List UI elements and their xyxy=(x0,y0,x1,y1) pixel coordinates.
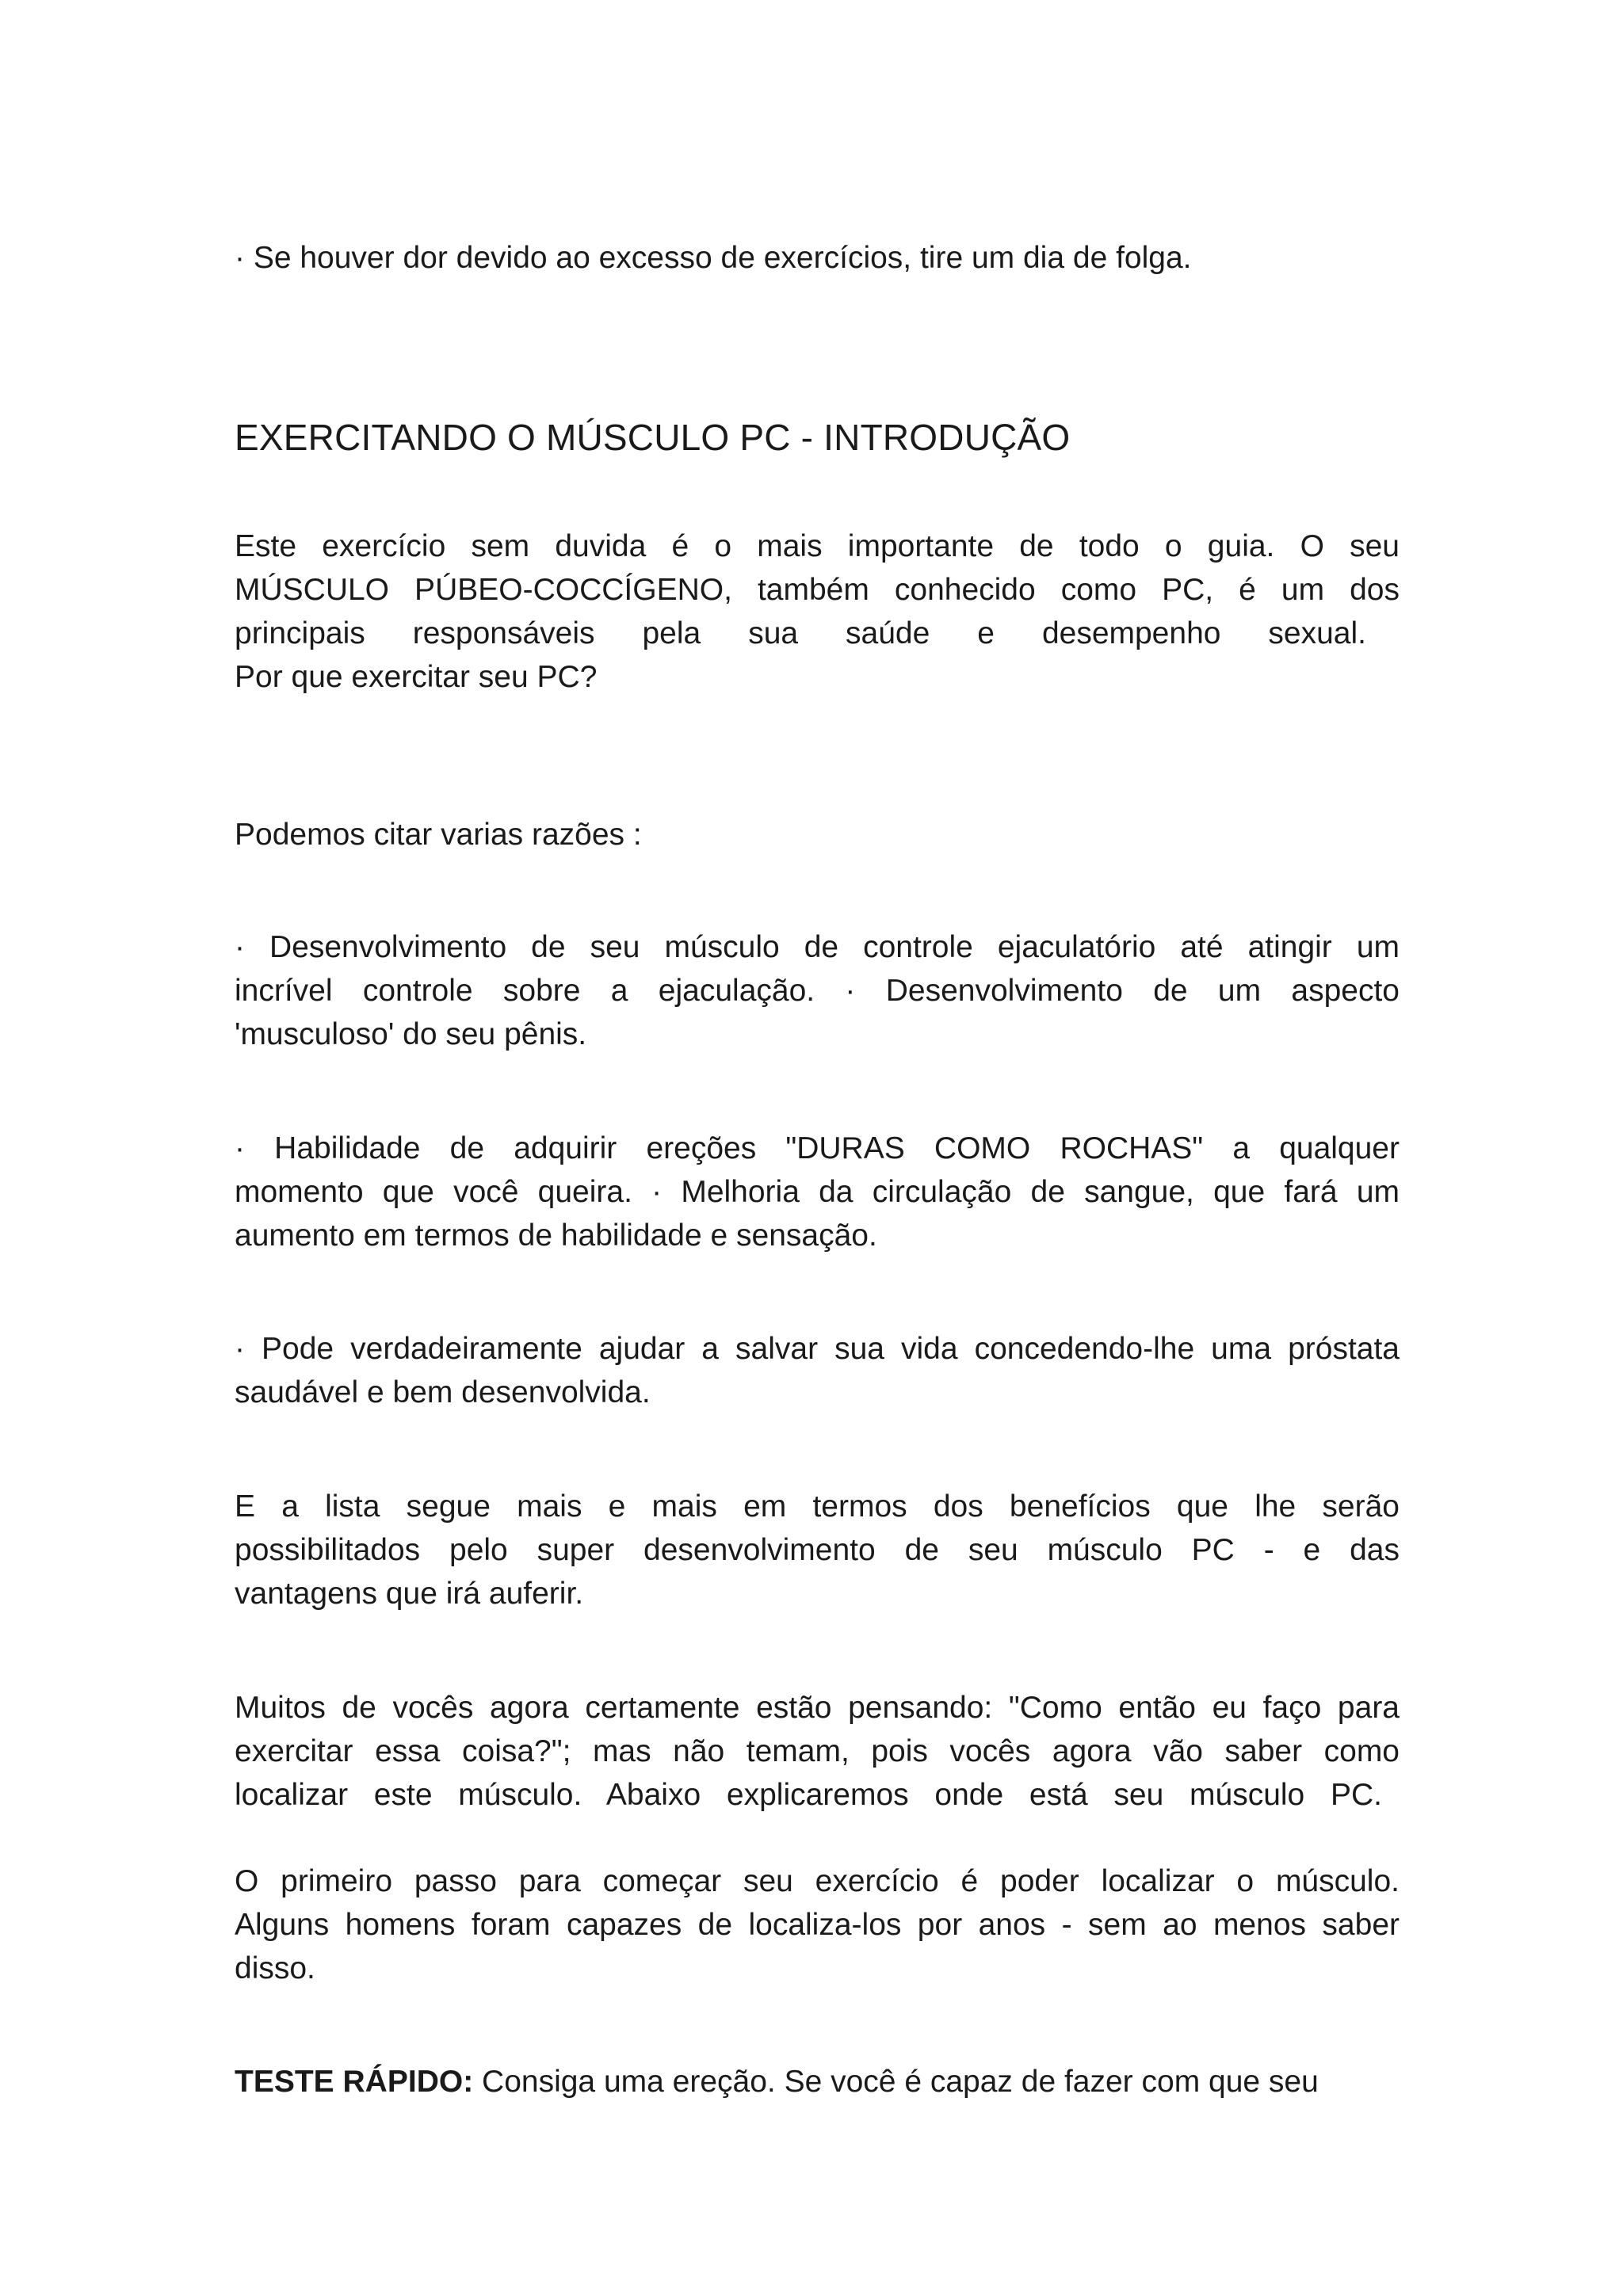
text-line: localizar este músculo. Abaixo explicaremos onde está seu músculo PC. xyxy=(235,1778,1382,1812)
text-line: · Desenvolvimento de seu músculo de controle ejaculatório até atingir um xyxy=(235,930,1400,964)
section-heading: EXERCITANDO O MÚSCULO PC - INTRODUÇÃO xyxy=(235,417,1071,458)
text-line: Por que exercitar seu PC? xyxy=(235,660,598,694)
paragraph-benefit-prostate xyxy=(235,1327,1400,1414)
quick-test-label: TESTE RÁPIDO: xyxy=(235,2065,474,2099)
text-line: · Habilidade de adquirir ereções "DURAS COMO ROCHAS" a qualquer xyxy=(235,1131,1400,1165)
text-line: Alguns homens foram capazes de localiza-los por anos - sem ao menos saber xyxy=(235,1908,1400,1942)
text-line: E a lista segue mais e mais em termos dos benefícios que lhe serão xyxy=(235,1489,1400,1524)
text-line: saudável e bem desenvolvida. xyxy=(235,1375,651,1409)
text-line: 'musculoso' do seu pênis. xyxy=(235,1017,587,1051)
paragraph-benefits-list xyxy=(235,1485,1400,1615)
text-line: incrível controle sobre a ejaculação. · Desenvolvimento de um aspecto xyxy=(235,974,1400,1008)
text-line: aumento em termos de habilidade e sensação. xyxy=(235,1219,877,1253)
paragraph-locate-muscle xyxy=(235,1686,1400,1817)
quick-test-text: Consiga uma ereção. Se você é capaz de fazer com que seu xyxy=(473,2065,1319,2099)
text-line: vantagens que irá auferir. xyxy=(235,1577,584,1611)
paragraph-introduction xyxy=(235,524,1400,699)
text-line: principais responsáveis pela sua saúde e desempenho sexual. xyxy=(235,616,1366,650)
paragraph-rest-tip: · Se houver dor devido ao excesso de exercícios, tire um dia de folga. xyxy=(235,241,1192,275)
text-line: momento que você queira. · Melhoria da circulação de sangue, que fará um xyxy=(235,1175,1400,1209)
text-line: · Pode verdadeiramente ajudar a salvar sua vida concedendo-lhe uma próstata xyxy=(235,1332,1400,1366)
paragraph-first-step xyxy=(235,1859,1400,1990)
paragraph-quick-test xyxy=(235,2060,1400,2103)
text-line: Este exercício sem duvida é o mais importante de todo o guia. O seu xyxy=(235,529,1400,563)
text-line: Muitos de vocês agora certamente estão pensando: "Como então eu faço para xyxy=(235,1691,1400,1725)
text-line: O primeiro passo para começar seu exercício é poder localizar o músculo. xyxy=(235,1864,1400,1898)
text-line: MÚSCULO PÚBEO-COCCÍGENO, também conhecido como PC, é um dos xyxy=(235,573,1400,607)
paragraph-benefit-erection xyxy=(235,1127,1400,1257)
text-line: disso. xyxy=(235,1951,315,1985)
text-line: possibilitados pelo super desenvolvimento de seu músculo PC - e das xyxy=(235,1533,1400,1567)
paragraph-reasons-intro: Podemos citar varias razões : xyxy=(235,818,642,852)
paragraph-benefit-control xyxy=(235,925,1400,1056)
text-line: exercitar essa coisa?"; mas não temam, pois vocês agora vão saber como xyxy=(235,1734,1400,1768)
